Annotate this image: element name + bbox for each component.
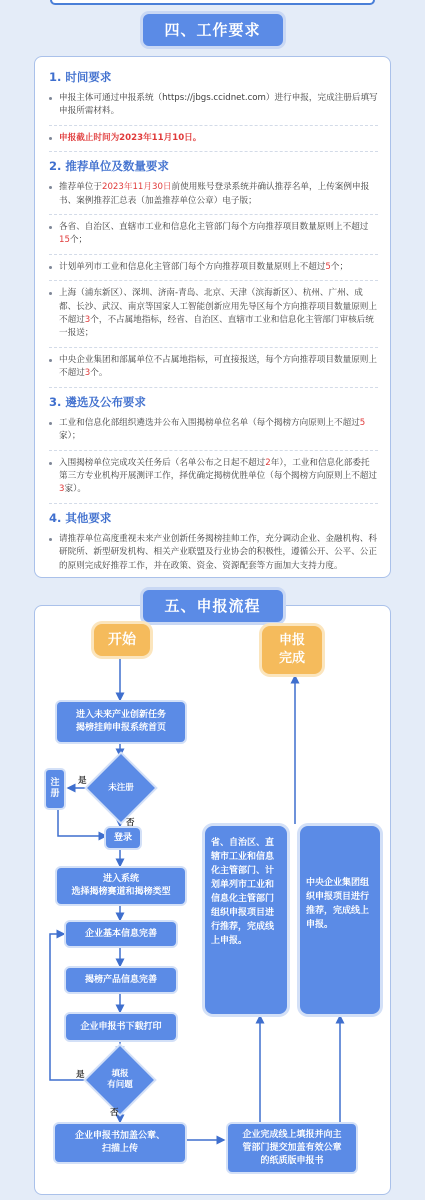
- yes-label: 是: [76, 1070, 85, 1080]
- list-item: 申报主体可通过申报系统（https://jbgs.ccidnet.com）进行申报，完成注册后填写申报所需材料。: [49, 92, 378, 126]
- login-node: 登录: [106, 828, 140, 848]
- yes-label: 是: [78, 776, 87, 786]
- selection-requirements-title: 3. 遴选及公布要求: [49, 394, 146, 409]
- unregistered-label: 未注册: [108, 782, 134, 793]
- other-requirements-title: 4. 其他要求: [49, 510, 112, 525]
- step-submit-paper: 企业完成线上填报并向主 管部门提交加盖有效公章 的纸质版申报书: [228, 1124, 356, 1172]
- step-select-track: 进入系统 选择揭榜赛道和揭榜类型: [57, 868, 185, 904]
- end-node: 申报 完成: [262, 626, 322, 674]
- list-item: 上海（浦东新区）、深圳、济南-青岛、北京、天津（滨海新区）、杭州、广州、成都、长沙、武汉、南京等国家人工智能创新应用先导区每个方向推荐项目数量原则上不超过3个，不占属地指标，经省、自治区、直辖市工业和信息化主管部门审核后统一报送；: [49, 287, 378, 348]
- list-item: 计划单列市工业和信息化主管部门每个方向推荐项目数量原则上不超过5个；: [49, 261, 378, 281]
- start-node: 开始: [94, 624, 150, 656]
- no-label: 否: [126, 818, 135, 828]
- list-item: 各省、自治区、直辖市工业和信息化主管部门每个方向推荐项目数量原则上不超过15个；: [49, 221, 378, 255]
- step-stamp-upload: 企业申报书加盖公章、 扫描上传: [55, 1124, 185, 1162]
- list-item: 入围揭榜单位完成攻关任务后（名单公布之日起不超过2年），工业和信息化部委托第三方专业机构开展测评工作，择优确定揭榜优胜单位（每个揭榜方向原则上不超过3家）。: [49, 457, 378, 504]
- step-product-info: 揭榜产品信息完善: [66, 968, 176, 992]
- step-company-info: 企业基本信息完善: [66, 922, 176, 946]
- register-node: 注 册: [46, 770, 64, 808]
- section-heading-process: 五、申报流程: [143, 590, 283, 622]
- no-label: 否: [110, 1108, 119, 1118]
- time-requirements-title: 1. 时间要求: [49, 70, 112, 84]
- step-enter-system-homepage: 进入未来产业创新任务 揭榜挂帅申报系统首页: [57, 702, 185, 742]
- unit-requirements-title: 2. 推荐单位及数量要求: [49, 159, 169, 174]
- list-item: 工业和信息化部组织遴选并公布入围揭榜单位名单（每个揭榜方向原则上不超过5家）；: [49, 417, 378, 451]
- step-download-print: 企业申报书下载打印: [66, 1014, 176, 1040]
- list-item: 推荐单位于2023年11月30日前使用账号登录系统并确认推荐名单，上传案例申报书、案例推荐汇总表（加盖推荐单位公章）电子版；: [49, 181, 378, 215]
- deadline-item: 申报截止时间为2023年11月10日。: [49, 132, 378, 152]
- central-recommendation-box: 中央企业集团组织申报项目进行推荐，完成线上申报。: [300, 826, 380, 1014]
- section-heading-requirements: 四、工作要求: [143, 14, 283, 46]
- provincial-recommendation-box: 省、自治区、直辖市工业和信息化主管部门、计划单列市工业和信息化主管部门组织申报项目进行推荐，完成线上申报。: [205, 826, 287, 1014]
- list-item: 中央企业集团和部属单位不占属地指标，可直接报送，每个方向推荐项目数量原则上不超过3个。: [49, 354, 378, 388]
- problem-label: 填报 有问题: [107, 1069, 133, 1090]
- list-item: 请推荐单位高度重视未来产业创新任务揭榜挂帅工作，充分调动企业、金融机构、科研院所、新型研发机构、相关产业联盟及行业协会的积极性，遵循公开、公平、公正的原则完成好推荐工作，并在政策、资金、资源配套等方面加大支持力度。: [49, 533, 378, 579]
